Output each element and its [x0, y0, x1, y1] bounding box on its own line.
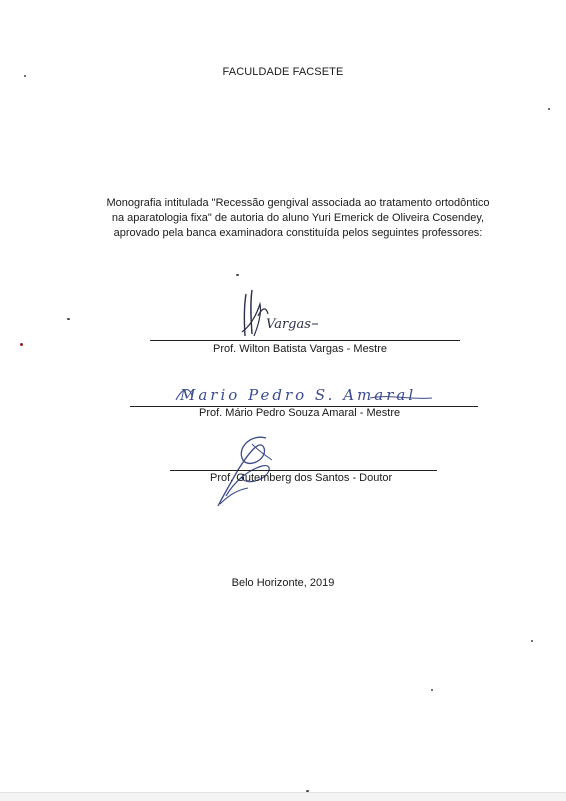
scan-speck [236, 274, 239, 276]
scan-speck [531, 640, 533, 642]
signature-wilton-vargas [232, 286, 328, 344]
statement-line: Monografia intitulada "Recessão gengival associada ao tratamento ortodôntico [106, 197, 490, 209]
signature-mario-amaral [170, 378, 440, 408]
institution-title: FACULDADE FACSETE [222, 66, 344, 78]
statement-line: aprovado pela banca examinadora constituída pelos seguintes professores: [113, 227, 483, 239]
scan-speck [24, 75, 26, 77]
scan-speck [67, 318, 70, 320]
place-and-date: Belo Horizonte, 2019 [231, 577, 335, 589]
signature-line [150, 340, 460, 341]
signature-text: Mario Pedro S. Amaral [180, 386, 417, 404]
signature-line [170, 470, 437, 471]
statement-line: na aparatologia fixa" de autoria do aluno Yuri Emerick de Oliveira Cosendey, [111, 212, 485, 224]
examiner-name: Prof. Gutemberg dos Santos - Doutor [210, 472, 393, 484]
examiner-name: Prof. Mário Pedro Souza Amaral - Mestre [199, 407, 401, 419]
scan-speck [431, 689, 433, 691]
examiner-name: Prof. Wilton Batista Vargas - Mestre [213, 343, 388, 355]
approval-statement [88, 196, 508, 241]
signature-gutemberg-santos [208, 430, 288, 512]
signature-text: Vargas [266, 317, 311, 332]
scan-speck [548, 108, 550, 110]
scan-speck [20, 343, 23, 346]
